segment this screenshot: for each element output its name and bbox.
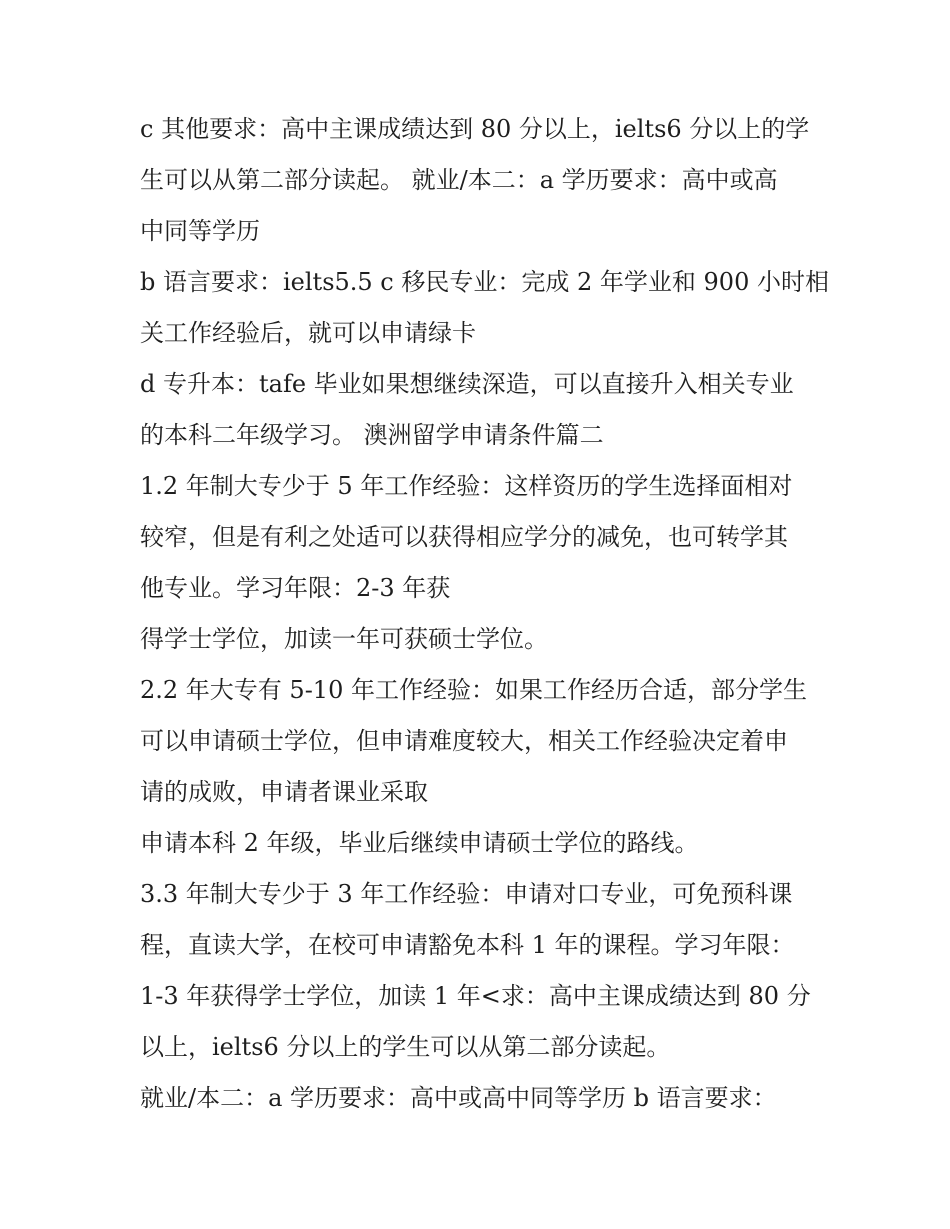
text-line: 较窄，但是有利之处适可以获得相应学分的减免，也可转学其 xyxy=(140,523,788,551)
text-line: 中同等学历 xyxy=(140,217,260,245)
text-line: 1-3 年获得学士学位，加读 1 年<求：高中主课成绩达到 80 分 xyxy=(140,982,811,1010)
text-line: 请的成败，申请者课业采取 xyxy=(140,778,428,806)
text-line: 2.2 年大专有 5-10 年工作经验：如果工作经历合适，部分学生 xyxy=(140,676,807,704)
text-line: 申请本科 2 年级，毕业后继续申请硕士学位的路线。 xyxy=(140,829,699,857)
text-line: 的本科二年级学习。 澳洲留学申请条件篇二 xyxy=(140,421,604,449)
text-line: 3.3 年制大专少于 3 年工作经验：申请对口专业，可免预科课 xyxy=(140,880,793,908)
text-line: 得学士学位，加读一年可获硕士学位。 xyxy=(140,625,548,653)
text-line: d 专升本：tafe 毕业如果想继续深造，可以直接升入相关专业 xyxy=(140,370,794,398)
text-line: 他专业。学习年限：2-3 年获 xyxy=(140,574,451,602)
text-line: 可以申请硕士学位，但申请难度较大，相关工作经验决定着申 xyxy=(140,727,788,755)
text-line: 以上，ielts6 分以上的学生可以从第二部分读起。 xyxy=(140,1033,671,1061)
document-body xyxy=(140,104,829,1124)
text-line: 1.2 年制大专少于 5 年工作经验：这样资历的学生选择面相对 xyxy=(140,472,793,500)
text-line: c 其他要求：高中主课成绩达到 80 分以上，ielts6 分以上的学 xyxy=(140,115,810,143)
text-line: 生可以从第二部分读起。 就业/本二：a 学历要求：高中或高 xyxy=(140,166,778,194)
text-line: b 语言要求：ielts5.5 c 移民专业：完成 2 年学业和 900 小时相 xyxy=(140,268,829,296)
text-line: 关工作经验后，就可以申请绿卡 xyxy=(140,319,476,347)
text-line: 程，直读大学，在校可申请豁免本科 1 年的课程。学习年限： xyxy=(140,931,795,959)
text-line: 就业/本二：a 学历要求：高中或高中同等学历 b 语言要求： xyxy=(140,1084,777,1112)
